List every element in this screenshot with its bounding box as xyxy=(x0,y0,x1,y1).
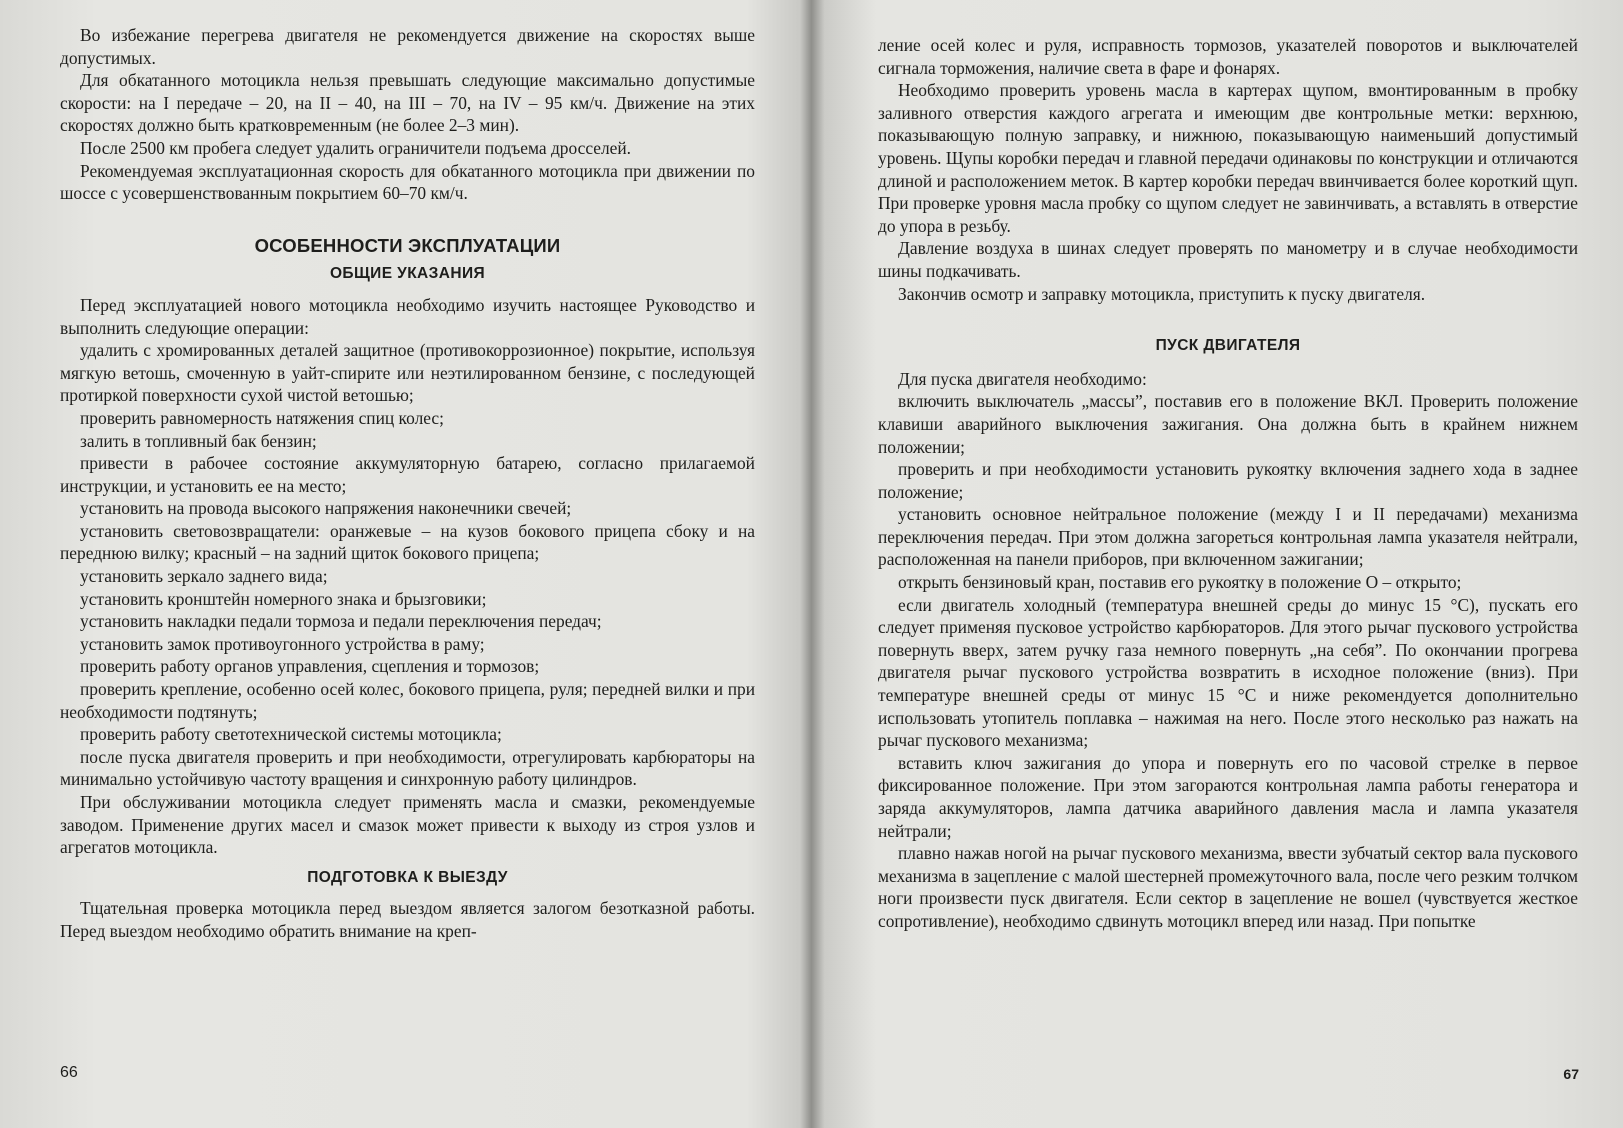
section-title: ОСОБЕННОСТИ ЭКСПЛУАТАЦИИ xyxy=(254,234,561,256)
list-item: установить на провода высокого напряжения наконечники свечей; xyxy=(80,498,572,519)
list-item: залить в топливный бак бензин; xyxy=(80,430,317,451)
section-title: ПУСК ДВИГАТЕЛЯ xyxy=(1155,337,1301,355)
list-item: плавно нажав ногой на рычаг пускового механизма, ввести зубчатый сектор вала пускового механизма в зацепление с малой шестерней промежуточного вала, после чего резким толчком ноги произвести пуск двигателя. Если сектор в зацепление не вошел (чувствуется жесткое сопротивление), необходимо сдвинуть мотоцикл вперед или назад. При попытке xyxy=(878,843,1578,931)
list-item: включить выключатель „массы”, поставив его в положение ВКЛ. Проверить положение клавиши аварийного выключения зажигания. Она должна быть в крайнем нижнем положении; xyxy=(878,391,1578,457)
paragraph: Необходимо проверить уровень масла в картерах щупом, вмонтированным в пробку заливного отверстия каждого агрегата и имеющим две контрольные метки: верхнюю, показывающую полную заправку, и нижнюю, показывающую наименьший допустимый уровень. Щупы коробки передач и главной передачи одинаковы по конструкции и отличаются длиной и расположением меток. В картер коробки передач ввинчивается более короткий щуп. При проверке уровня масла пробку со щупом следует не завинчивать, а вставлять в отверстие до упора в резьбу. xyxy=(878,80,1578,236)
paragraph: Перед эксплуатацией нового мотоцикла необходимо изучить настоящее Руководство и выполнить следующие операции: xyxy=(60,294,755,338)
paragraph: Рекомендуемая эксплуатационная скорость для обкатанного мотоцикла при движении по шоссе с усовершенствованным покрытием 60–70 км/ч. xyxy=(60,160,755,204)
list-item: проверить равномерность натяжения спиц колес; xyxy=(80,407,444,428)
paragraph: После 2500 км пробега следует удалить ограничители подъема дросселей. xyxy=(80,137,632,158)
list-item: привести в рабочее состояние аккумуляторную батарею, согласно прилагаемой инструкции, и установить ее на место; xyxy=(60,453,755,496)
left-page xyxy=(0,0,807,1128)
left-page-text xyxy=(60,24,755,943)
right-page xyxy=(810,0,1623,1128)
subsection-title: ПОДГОТОВКА К ВЫЕЗДУ xyxy=(307,868,508,886)
paragraph: Во избежание перегрева двигателя не рекомендуется движение на скоростях выше допустимых. xyxy=(60,25,755,68)
paragraph: Тщательная проверка мотоцикла перед выездом является залогом безотказной работы. Перед выездом необходимо обратить внимание на креп- xyxy=(60,898,755,941)
list-item: установить накладки педали тормоза и педали переключения передач; xyxy=(80,611,602,632)
list-item: установить основное нейтральное положение (между I и II передачами) механизма переключения передач. При этом должна загореться контрольная лампа указателя нейтрали, расположенная на панели приборов, при включенном зажигании; xyxy=(878,504,1578,570)
list-item: проверить работу органов управления, сцепления и тормозов; xyxy=(80,656,540,677)
list-item: установить зеркало заднего вида; xyxy=(80,566,328,587)
paragraph: Давление воздуха в шинах следует проверять по манометру и в случае необходимости шины подкачивать. xyxy=(878,238,1578,281)
paragraph: Для обкатанного мотоцикла нельзя превышать следующие максимально допустимые скорости: на I передаче – 20, на II – 40, на III – 70, на IV – 95 км/ч. Движение на этих скоростях должно быть кратковременным (не более 2–3 мин). xyxy=(60,70,755,136)
list-item: если двигатель холодный (температура внешней среды до минус 15 °С), пускать его следует применяя пусковое устройство карбюраторов. Для этого рычаг пускового устройства повернуть вверх, затем ручку газа немного повернуть „на себя”. По окончании прогрева двигателя рычаг пускового устройства возвратить в исходное положение (вниз). При температуре внешней среды от минус 15 °С и ниже рекомендуется дополнительно использовать утопитель поплавка – нажимая на него. После этого несколько раз нажать на рычаг пускового механизма; xyxy=(878,594,1578,751)
page-number: 66 xyxy=(60,1064,78,1081)
right-page-text xyxy=(878,34,1578,933)
list-item: установить световозвращатели: оранжевые – на кузов бокового прицепа сбоку и на переднюю вилку; красный – на задний щиток бокового прицепа; xyxy=(60,520,755,564)
subsection-title: ОБЩИЕ УКАЗАНИЯ xyxy=(329,265,486,283)
list-item: открыть бензиновый кран, поставив его рукоятку в положение О – открыто; xyxy=(898,572,1462,593)
paragraph: При обслуживании мотоцикла следует применять масла и смазки, рекомендуемые заводом. Применение других масел и смазок может привести к выходу из строя узлов и агрегатов мотоцикла. xyxy=(60,792,755,858)
paragraph: Для пуска двигателя необходимо: xyxy=(898,368,1147,389)
list-item: проверить крепление, особенно осей колес, бокового прицепа, руля; передней вилки и при необходимости подтянуть; xyxy=(60,679,755,722)
list-item: установить кронштейн номерного знака и брызговики; xyxy=(80,588,487,609)
list-item: проверить и при необходимости установить рукоятку включения заднего хода в заднее положение; xyxy=(878,459,1578,502)
paragraph: ление осей колес и руля, исправность тормозов, указателей поворотов и выключателей сигнала торможения, наличие света в фаре и фонарях. xyxy=(878,35,1578,78)
list-item: установить замок противоугонного устройства в раму; xyxy=(80,633,485,654)
page-number: 67 xyxy=(1563,1066,1579,1082)
list-item: вставить ключ зажигания до упора и повернуть его по часовой стрелке в первое фиксированное положение. При этом загораются контрольная лампа работы генератора и заряда аккумуляторов, лампа датчика аварийного давления масла и лампа указателя нейтрали; xyxy=(878,752,1578,841)
list-item: после пуска двигателя проверить и при необходимости, отрегулировать карбюраторы на минимально устойчивую частоту вращения и синхронную работу цилиндров. xyxy=(60,746,755,790)
list-item: удалить с хромированных деталей защитное (противокоррозионное) покрытие, используя мягкую ветошь, смоченную в уайт-спирите или неэтилированном бензине, с последующей протиркой поверхности сухой чистой ветошью; xyxy=(60,340,755,406)
paragraph: Закончив осмотр и заправку мотоцикла, приступить к пуску двигателя. xyxy=(898,283,1426,304)
list-item: проверить работу светотехнической системы мотоцикла; xyxy=(80,724,502,745)
